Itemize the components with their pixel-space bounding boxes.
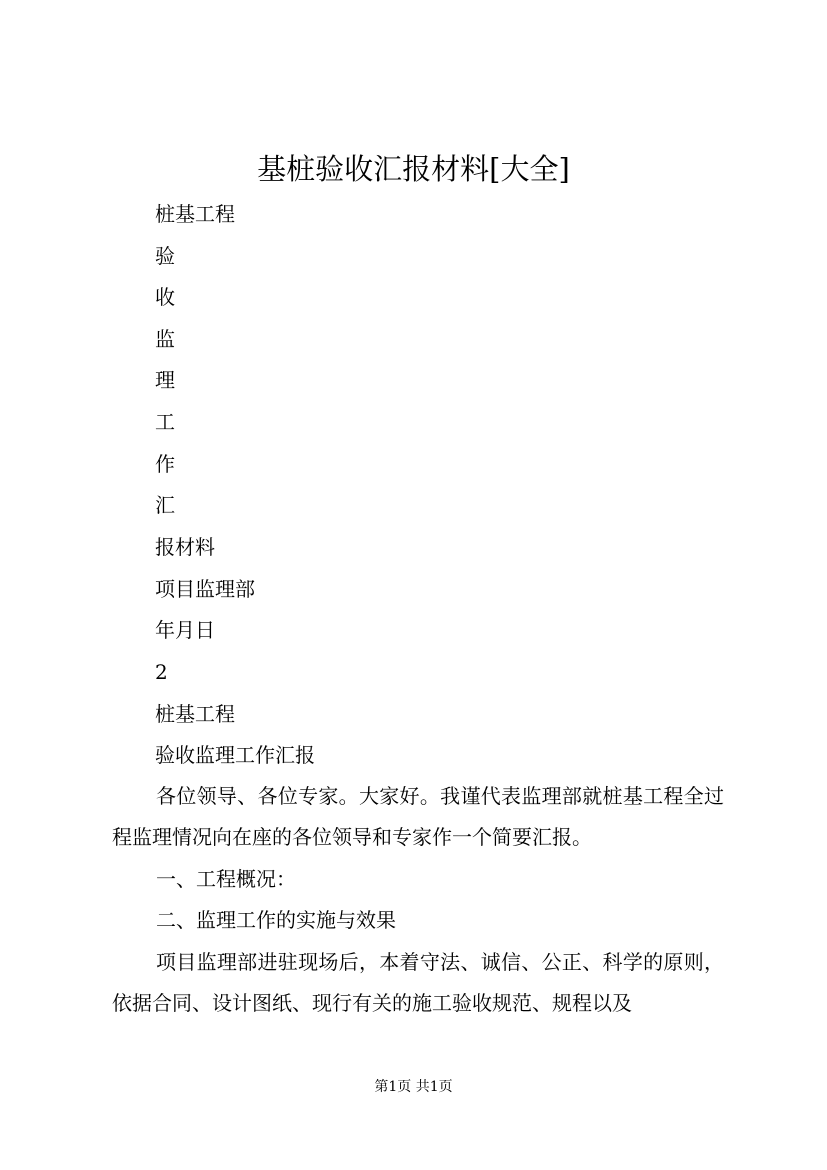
cover-line: 报材料 — [155, 535, 215, 559]
cover-line: 监 — [155, 327, 175, 351]
body-paragraph: 各位领导、各位专家。大家好。我谨代表监理部就桩基工程全过程监理情况向在座的各位领导和专家作一个简要汇报。 — [112, 784, 724, 849]
body-paragraph: 二、监理工作的实施与效果 — [156, 908, 396, 932]
cover-line: 理 — [155, 368, 175, 392]
body-paragraph: 一、工程概况： — [156, 867, 296, 891]
cover-line: 工 — [155, 410, 175, 434]
page-footer: 第1页 共1页 — [374, 1079, 453, 1095]
cover-line: 汇 — [155, 493, 175, 517]
section-heading: 桩基工程 — [155, 702, 235, 726]
section-heading: 验收监理工作汇报 — [155, 743, 315, 767]
page-number-text: 2 — [155, 660, 168, 684]
cover-line: 年月日 — [155, 618, 215, 642]
cover-line: 作 — [155, 452, 175, 476]
document-title: 基桩验收汇报材料[大全] — [257, 152, 570, 186]
body-paragraph: 项目监理部进驻现场后，本着守法、诚信、公正、科学的原则，依据合同、设计图纸、现行有关的施工验收规范、规程以及 — [112, 950, 724, 1015]
cover-line: 验 — [155, 244, 175, 268]
cover-line: 项目监理部 — [155, 577, 255, 601]
cover-line: 桩基工程 — [155, 202, 235, 226]
cover-line: 收 — [155, 285, 175, 309]
